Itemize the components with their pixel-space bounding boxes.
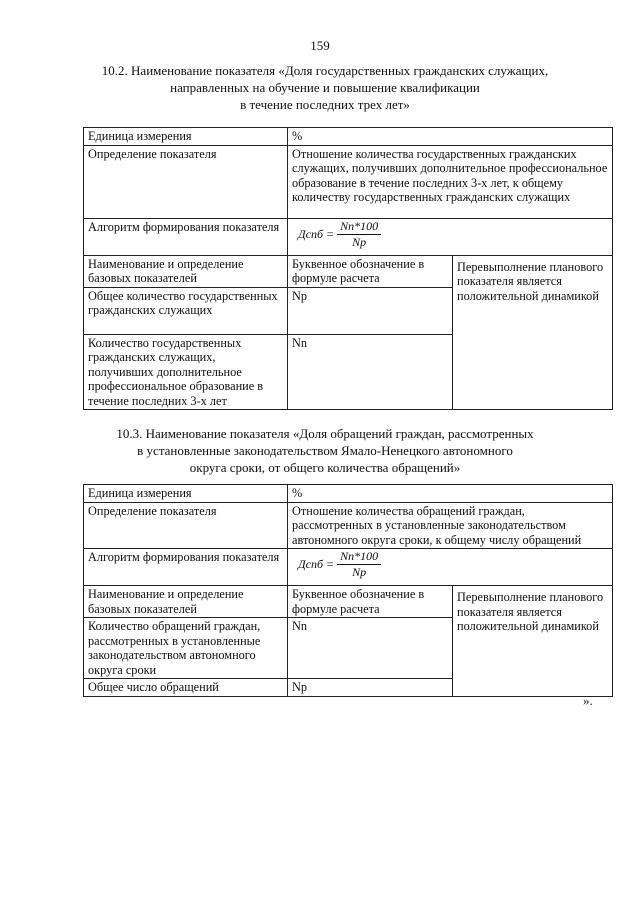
formula-fraction [337,220,381,249]
formula-numerator: Nn*100 [337,550,381,565]
base-indicator-symbol: Nn [288,618,453,679]
unit-value: % [288,128,613,146]
formula [292,550,608,579]
formula-lhs: Дспб = [298,557,335,572]
base-indicator-name: Общее число обращений [84,679,288,697]
symbol-header: Буквенное обозначение в формуле расчета [288,255,453,287]
algorithm-label: Алгоритм формирования показателя [84,218,288,255]
base-indicator-name: Общее количество государственных гражданских служащих [84,287,288,334]
base-indicators-label: Наименование и определение базовых показателей [84,586,288,618]
heading-line: направленных на обучение и повышение квалификации [170,80,480,95]
formula-numerator: Nn*100 [337,220,381,235]
unit-value: % [288,485,613,503]
formula-cell [288,549,613,586]
formula-cell [288,218,613,255]
definition-value: Отношение количества обращений граждан, рассмотренных в установленные законодательством автономного округа сроки, к общему числу обращений [288,502,613,549]
base-indicator-name: Количество государственных гражданских служащих, получивших дополнительное профессиональное образование в течение последних 3-х лет [84,334,288,410]
indicator-table-10-3 [83,484,613,697]
formula [292,220,608,249]
heading-line: 10.3. Наименование показателя «Доля обращений граждан, рассмотренных [116,426,534,441]
dynamics-note: Перевыполнение планового показателя является положительной динамикой [453,586,613,697]
formula-denominator: Np [352,565,367,579]
page-number: 159 [310,38,330,53]
dynamics-note: Перевыполнение планового показателя является положительной динамикой [453,255,613,410]
unit-label: Единица измерения [84,485,288,503]
base-indicator-symbol: Nn [288,334,453,410]
algorithm-label: Алгоритм формирования показателя [84,549,288,586]
base-indicators-label: Наименование и определение базовых показателей [84,255,288,287]
unit-label: Единица измерения [84,128,288,146]
formula-lhs: Дспб = [298,226,335,241]
indicator-table-10-2 [83,127,613,410]
base-indicator-symbol: Np [288,287,453,334]
heading-line: округа сроки, от общего количества обращений» [189,460,461,475]
heading-line: 10.2. Наименование показателя «Доля государственных гражданских служащих, [101,63,549,78]
closing-quote: ». [583,693,593,708]
definition-value: Отношение количества государственных гражданских служащих, получивших дополнительное профессиональное образование в течение последних 3-х лет, к общему количеству государственных гражданских служащих [288,145,613,218]
base-indicator-symbol: Np [288,679,453,697]
formula-fraction [337,550,381,579]
formula-denominator: Np [352,234,367,249]
definition-label: Определение показателя [84,145,288,218]
heading-line: в течение последних трех лет» [240,97,410,112]
section-heading-10-3 [60,425,590,476]
symbol-header: Буквенное обозначение в формуле расчета [288,586,453,618]
definition-label: Определение показателя [84,502,288,549]
heading-line: в установленные законодательством Ямало-Ненецкого автономного [137,443,513,458]
section-heading-10-2 [60,62,590,113]
base-indicator-name: Количество обращений граждан, рассмотренных в установленные законодательством автономного округа сроки [84,618,288,679]
